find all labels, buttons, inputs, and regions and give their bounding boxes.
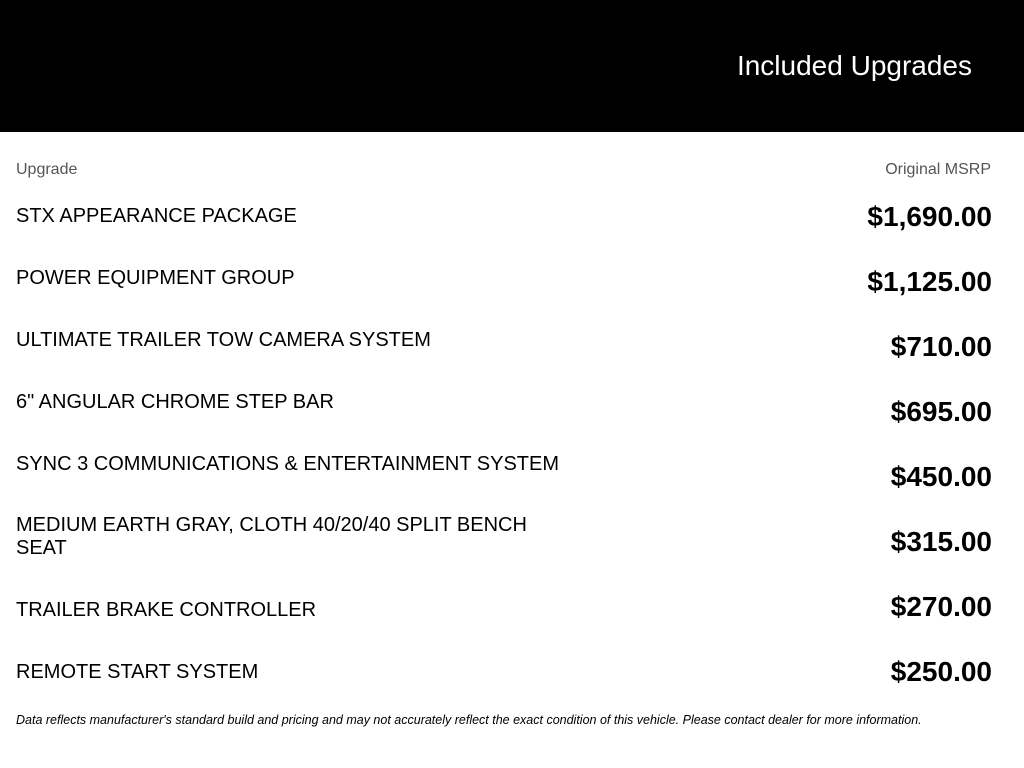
upgrade-name: STX APPEARANCE PACKAGE [16, 205, 297, 227]
upgrade-name: REMOTE START SYSTEM [16, 661, 259, 683]
upgrade-name: TRAILER BRAKE CONTROLLER [16, 599, 317, 621]
upgrade-price: $710.00 [890, 331, 992, 362]
column-header-msrp: Original MSRP [885, 161, 991, 178]
upgrade-name: POWER EQUIPMENT GROUP [16, 267, 295, 289]
upgrade-price: $250.00 [890, 656, 992, 687]
upgrade-price: $1,125.00 [867, 266, 992, 297]
upgrade-name: 6" ANGULAR CHROME STEP BAR [16, 391, 334, 413]
upgrade-price: $315.00 [890, 526, 992, 557]
upgrade-price: $1,690.00 [867, 201, 992, 232]
disclaimer-text: Data reflects manufacturer's standard build and pricing and may not accurately reflect the exact condition of this vehicle. Please contact dealer for more information. [16, 713, 922, 727]
upgrade-price: $270.00 [890, 591, 992, 622]
upgrade-name: MEDIUM EARTH GRAY, CLOTH 40/20/40 SPLIT BENCH SEAT [16, 514, 527, 559]
page-title: Included Upgrades [736, 50, 972, 81]
upgrade-name: SYNC 3 COMMUNICATIONS & ENTERTAINMENT SYSTEM [16, 453, 560, 475]
upgrade-price: $450.00 [890, 461, 992, 492]
upgrade-price: $695.00 [890, 396, 992, 427]
column-header-upgrade: Upgrade [16, 161, 78, 178]
upgrade-name: ULTIMATE TRAILER TOW CAMERA SYSTEM [16, 329, 431, 351]
page-header [0, 0, 1024, 132]
